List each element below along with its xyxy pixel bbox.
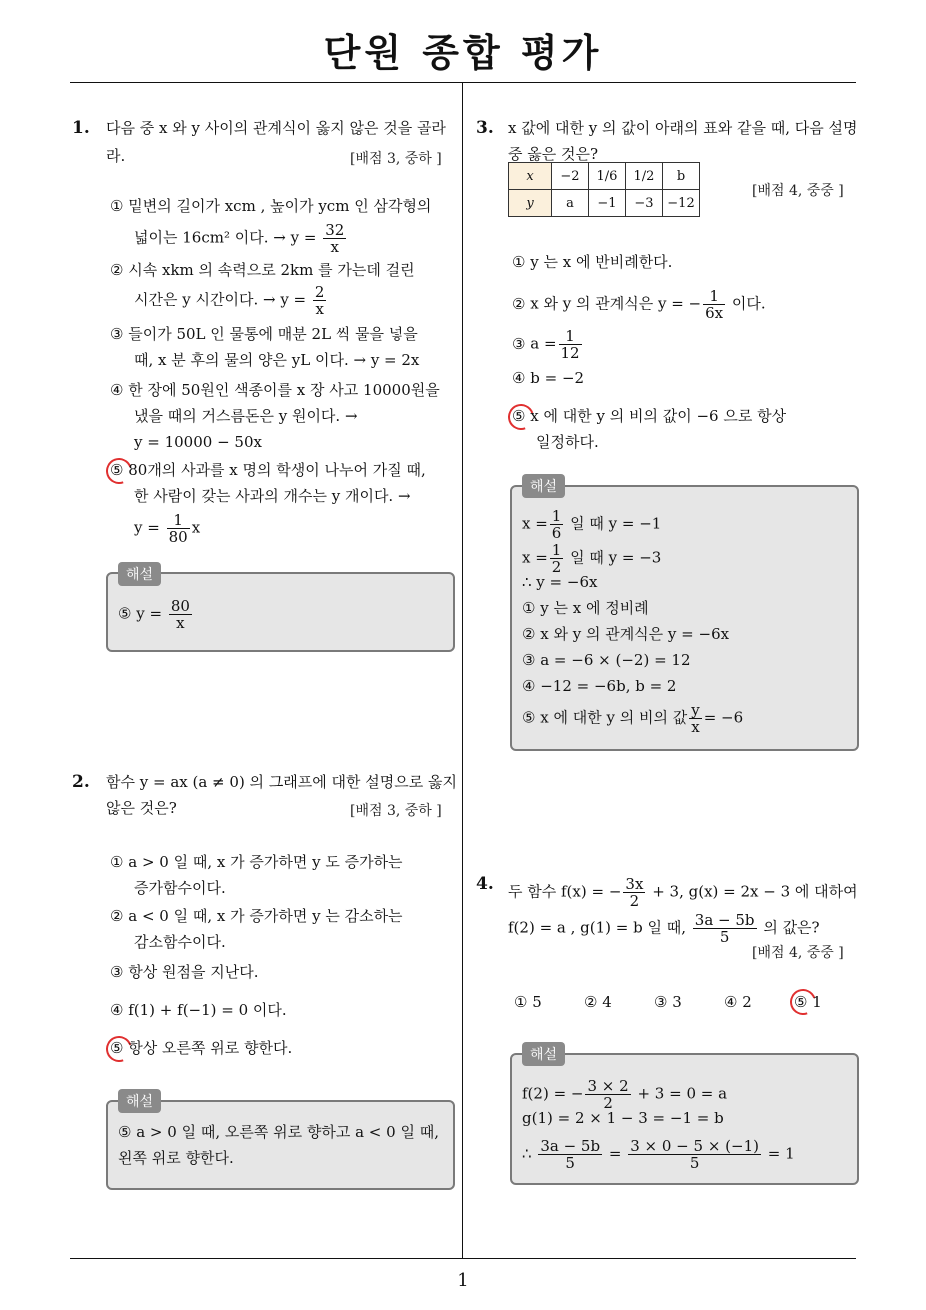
fraction: $\frac{2}{x}$ bbox=[314, 283, 325, 318]
q2-solution-box bbox=[106, 1100, 455, 1190]
bottom-rule bbox=[70, 1258, 856, 1259]
q3-text-line1: x 값에 대한 y 의 값이 아래의 표와 같을 때, 다음 설명 bbox=[508, 119, 858, 137]
q1-option-5-line3: y = $\frac{1}{80}$ x bbox=[134, 511, 201, 546]
q1-option-4[interactable]: ④ 한 장에 50원인 색종이를 x 장 사고 10000원을 bbox=[110, 381, 440, 399]
q3-solution-b: x = $\frac{1}{2}$ 일 때 y = −3 bbox=[522, 541, 662, 576]
q3-solution-g: ④ −12 = −6b, b = 2 bbox=[522, 677, 677, 695]
q3-solution-h: ⑤ x 에 대한 y 의 비의 값 $\frac{y}{x}$ = −6 bbox=[522, 701, 744, 736]
q2-number: 2. bbox=[72, 772, 90, 792]
fraction: $\frac{1}{80}$ bbox=[168, 511, 188, 546]
q2-meta: [배점 3, 중하 ] bbox=[350, 803, 442, 819]
table-row bbox=[509, 190, 700, 217]
q1-option-3[interactable]: ③ 들이가 50L 인 물통에 매분 2L 씩 물을 넣을 bbox=[110, 325, 418, 343]
q2-option-1[interactable]: ① a > 0 일 때, x 가 증가하면 y 도 증가하는 bbox=[110, 853, 403, 871]
fraction: $\frac{1}{6x}$ bbox=[705, 287, 724, 322]
q1-meta: [배점 3, 중하 ] bbox=[350, 151, 442, 167]
q1-option-1[interactable]: ① 밑변의 길이가 xcm , 높이가 ycm 인 삼각형의 bbox=[110, 197, 432, 215]
q4-text-line1: 두 함수 f(x) = − $\frac{3x}{2}$ + 3, g(x) = 2x − 3 에 대하여 bbox=[508, 875, 858, 910]
fraction: $\frac{32}{x}$ bbox=[325, 221, 345, 256]
fraction: $\frac{1}{6}$ bbox=[551, 507, 562, 542]
table-cell: −12 bbox=[663, 190, 700, 217]
q4-solution-a: f(2) = − $\frac{3 \times 2}{2}$ + 3 = 0 = a bbox=[522, 1077, 728, 1112]
table-cell: 1/2 bbox=[626, 163, 663, 190]
table-cell: x bbox=[509, 163, 552, 190]
q3-option-3[interactable]: ③ a = $\frac{1}{12}$ bbox=[512, 327, 580, 362]
table-cell: −3 bbox=[626, 190, 663, 217]
q4-choice-1[interactable]: ① 5 bbox=[514, 993, 542, 1011]
fraction: $\frac{3 \times 0 - 5 \times (-1)}{5}$ bbox=[630, 1137, 759, 1172]
fraction: $\frac{y}{x}$ bbox=[691, 701, 700, 736]
q3-value-table bbox=[508, 162, 700, 217]
q1-option-3-line2: 때, x 분 후의 물의 양은 yL 이다. → y = 2x bbox=[134, 351, 420, 369]
fraction: $\frac{80}{x}$ bbox=[170, 597, 190, 632]
q1-option-1-line2: 넓이는 16cm² 이다. → y = $\frac{32}{x}$ bbox=[134, 221, 345, 256]
page-title: 단원 종합 평가 bbox=[323, 31, 603, 75]
q4-solution-b: g(1) = 2 × 1 − 3 = −1 = b bbox=[522, 1109, 724, 1127]
q1-option-2[interactable]: ② 시속 xkm 의 속력으로 2km 를 가는데 걸린 bbox=[110, 261, 415, 279]
q1-option-2-line2: 시간은 y 시간이다. → y = $\frac{2}{x}$ bbox=[134, 283, 325, 318]
q3-solution-d: ① y 는 x 에 정비례 bbox=[522, 599, 649, 617]
q4-solution-c: ∴ $\frac{3a - 5b}{5}$ = $\frac{3 \times 0 - 5 \times (-1)}{5}$ = 1 bbox=[522, 1137, 795, 1172]
q1-number: 1. bbox=[72, 118, 90, 138]
q3-text-line2: 중 옳은 것은? bbox=[508, 145, 599, 163]
fraction: $\frac{3a - 5b}{5}$ bbox=[694, 911, 755, 946]
table-cell: y bbox=[509, 190, 552, 217]
q3-number: 3. bbox=[476, 118, 494, 138]
table-cell: −2 bbox=[552, 163, 589, 190]
q4-choice-5[interactable]: ⑤ 1 bbox=[794, 993, 822, 1011]
q1-option-5[interactable]: ⑤ 80개의 사과를 x 명의 학생이 나누어 가질 때, bbox=[110, 461, 426, 479]
page-number: 1 bbox=[457, 1270, 469, 1291]
q3-option-2[interactable]: ② x 와 y 의 관계식은 y = − $\frac{1}{6x}$ 이다. bbox=[512, 287, 766, 322]
table-cell: −1 bbox=[589, 190, 626, 217]
q3-solution-f: ③ a = −6 × (−2) = 12 bbox=[522, 651, 691, 669]
column-divider bbox=[462, 83, 463, 1258]
q1-solution: ⑤ y = $\frac{80}{x}$ bbox=[118, 597, 190, 632]
q2-option-5[interactable]: ⑤ 항상 오른쪽 위로 향한다. bbox=[110, 1039, 293, 1057]
q1-option-4-line3: y = 10000 − 50x bbox=[134, 433, 262, 451]
table-cell: b bbox=[663, 163, 700, 190]
q2-option-4[interactable]: ④ f(1) + f(−1) = 0 이다. bbox=[110, 1001, 287, 1019]
fraction: $\frac{3x}{2}$ bbox=[625, 875, 644, 910]
fraction: $\frac{1}{12}$ bbox=[560, 327, 580, 362]
q1-text-line1: 다음 중 x 와 y 사이의 관계식이 옳지 않은 것을 골라 bbox=[106, 119, 446, 137]
q3-option-5[interactable]: ⑤ x 에 대한 y 의 비의 값이 −6 으로 항상 bbox=[512, 407, 787, 425]
fraction: $\frac{3a - 5b}{5}$ bbox=[540, 1137, 601, 1172]
q2-solution-tag: 해설 bbox=[118, 1089, 161, 1113]
q2-text-line2: 않은 것은? bbox=[106, 799, 177, 817]
table-cell: a bbox=[552, 190, 589, 217]
fraction: $\frac{1}{2}$ bbox=[551, 541, 562, 576]
q4-choice-2[interactable]: ② 4 bbox=[584, 993, 612, 1011]
q2-text-line1: 함수 y = ax (a ≠ 0) 의 그래프에 대한 설명으로 옳지 bbox=[106, 773, 458, 791]
q1-option-5-line2: 한 사람이 갖는 사과의 개수는 y 개이다. → bbox=[134, 487, 411, 505]
q4-choice-3[interactable]: ③ 3 bbox=[654, 993, 682, 1011]
q1-option-4-line2: 냈을 때의 거스름돈은 y 원이다. → bbox=[134, 407, 358, 425]
q3-option-5-line2: 일정하다. bbox=[536, 433, 599, 451]
q4-choice-4[interactable]: ④ 2 bbox=[724, 993, 752, 1011]
q2-solution-line1: ⑤ a > 0 일 때, 오른쪽 위로 향하고 a < 0 일 때, bbox=[118, 1123, 439, 1141]
table-row bbox=[509, 163, 700, 190]
q2-option-2[interactable]: ② a < 0 일 때, x 가 증가하면 y 는 감소하는 bbox=[110, 907, 403, 925]
top-rule bbox=[70, 82, 856, 83]
q3-solution-tag: 해설 bbox=[522, 474, 565, 498]
q3-solution-c: ∴ y = −6x bbox=[522, 573, 598, 591]
q3-option-1[interactable]: ① y 는 x 에 반비례한다. bbox=[512, 253, 673, 271]
q1-text-line2: 라. bbox=[106, 147, 126, 165]
q2-option-1-line2: 증가함수이다. bbox=[134, 879, 226, 897]
q3-meta: [배점 4, 중중 ] bbox=[752, 183, 844, 199]
q3-option-4[interactable]: ④ b = −2 bbox=[512, 369, 585, 387]
q2-option-2-line2: 감소함수이다. bbox=[134, 933, 226, 951]
q3-solution-a: x = $\frac{1}{6}$ 일 때 y = −1 bbox=[522, 507, 662, 542]
q4-meta: [배점 4, 중중 ] bbox=[752, 945, 844, 961]
table-cell: 1/6 bbox=[589, 163, 626, 190]
q2-option-3[interactable]: ③ 항상 원점을 지난다. bbox=[110, 963, 259, 981]
q4-text-line2: f(2) = a , g(1) = b 일 때, $\frac{3a - 5b}{5}$ 의 값은? bbox=[508, 911, 820, 946]
q4-solution-tag: 해설 bbox=[522, 1042, 565, 1066]
q4-number: 4. bbox=[476, 874, 494, 894]
q1-solution-tag: 해설 bbox=[118, 562, 161, 586]
q3-solution-e: ② x 와 y 의 관계식은 y = −6x bbox=[522, 625, 730, 643]
q2-solution-line2: 왼쪽 위로 향한다. bbox=[118, 1149, 234, 1167]
fraction: $\frac{3 \times 2}{2}$ bbox=[587, 1077, 629, 1112]
